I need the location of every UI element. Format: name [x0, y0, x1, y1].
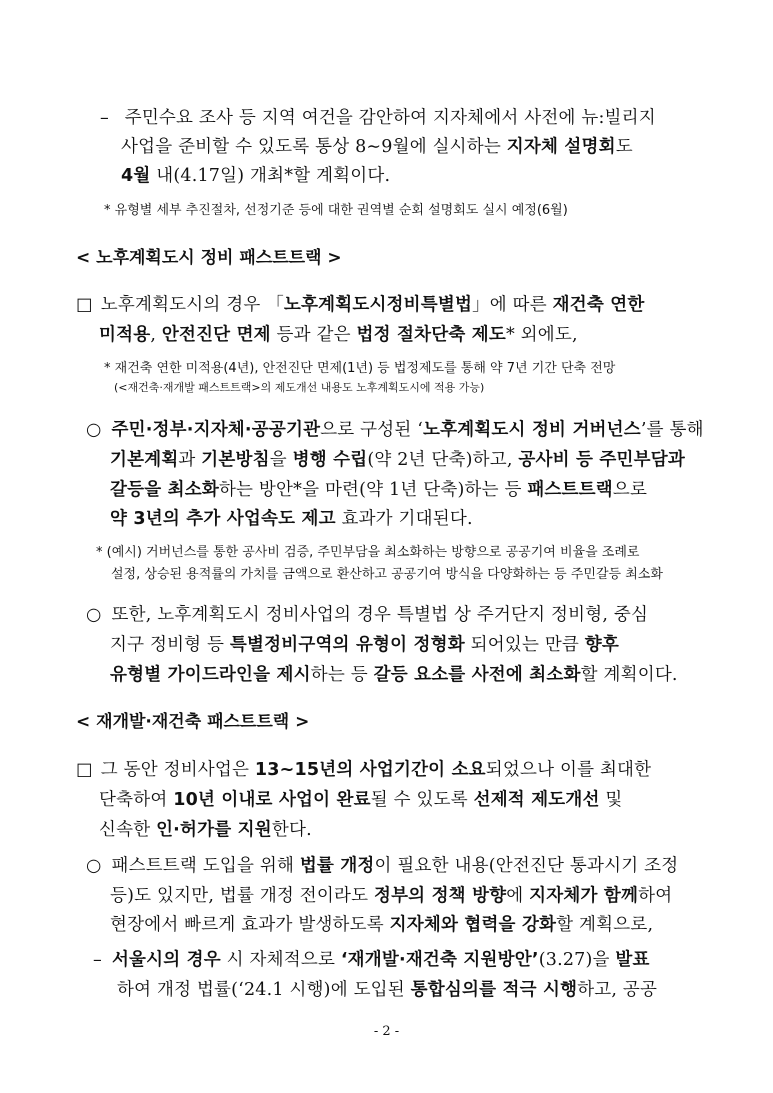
text-run: 에 — [506, 886, 530, 906]
emphasis: 주민·정부·지자체·공공기관 — [111, 420, 321, 440]
text-run: 패스트트랙 도입을 위해 — [111, 856, 300, 876]
text-run: 도 — [615, 137, 633, 157]
footnote-3: (<재건축·재개발 패스트트랙>의 제도개선 내용도 노후계획도시에 적용 가능) — [114, 381, 485, 394]
text-run: 지구 정비형 등 — [110, 635, 230, 655]
page-number: - 2 - — [373, 1024, 400, 1039]
text-run: 으로 — [612, 480, 648, 500]
text-run: 과 — [178, 450, 202, 470]
text-line — [99, 321, 578, 346]
square-marker: □ — [76, 295, 93, 315]
text-run: , — [150, 325, 162, 345]
text-run: 이 필요한 내용(안전진단 통과시기 조정 — [374, 856, 679, 876]
footnote-4: * (예시) 거버넌스를 통한 공사비 검증, 주민부담을 최소화하는 방향으로 공공기여 비율을 조례로 — [96, 545, 640, 560]
text-run: 할 계획으로, — [556, 915, 654, 935]
text-line — [110, 505, 473, 530]
emphasis: 노후계획도시 정비 거버넌스 — [423, 420, 641, 440]
text-run: 될 수 있도록 — [370, 790, 474, 810]
emphasis: 공사비 등 주민부담과 — [518, 450, 685, 470]
circle-bullet-2 — [86, 601, 648, 626]
emphasis: 10년 이내로 사업이 완료 — [173, 790, 371, 810]
section-heading: < 재개발·재건축 패스트트랙 > — [76, 712, 310, 732]
text-run: 효과가 기대된다. — [335, 509, 473, 529]
text-line-2 — [121, 133, 633, 158]
text-run: 되어있는 만큼 — [464, 635, 585, 655]
text-run: 으로 구성된 ‘ — [320, 420, 424, 440]
text-run: 하는 방안*을 마련(약 1년 단축)하는 등 — [218, 480, 528, 500]
text-run: 또한, 노후계획도시 정비사업의 경우 특별법 상 주거단지 정비형, 중심 — [111, 605, 649, 625]
emphasis: 갈등 요소를 사전에 최소화 — [373, 665, 581, 685]
circle-marker: ○ — [86, 605, 102, 625]
text-line — [110, 661, 678, 686]
text-run: 하여 개정 법률(‘24.1 시행)에 도입된 — [117, 980, 411, 1000]
text-run: 등)도 있지만, 법률 개정 전이라도 — [110, 886, 374, 906]
footnote-5: 설정, 상승된 용적률의 가치를 금액으로 환산하고 공공기여 방식을 다양화하는 등 주민갈등 최소화 — [111, 567, 663, 582]
text-line: 주민수요 조사 등 지역 여건을 감안하여 지자체에서 사전에 뉴:빌리지 — [124, 108, 656, 128]
emphasis: 약 3년의 추가 사업속도 제고 — [110, 509, 336, 529]
text-run: 을 — [269, 450, 293, 470]
bullet-dash-1 — [100, 104, 656, 129]
square-marker: □ — [76, 760, 93, 780]
dash-marker: – — [93, 950, 102, 970]
text-run: 신속한 — [99, 820, 157, 840]
text-run: ’를 통해 — [640, 420, 704, 440]
emphasis: 유형별 가이드라인을 제시 — [110, 665, 311, 685]
emphasis: 4월 — [121, 166, 151, 186]
emphasis: 패스트트랙 — [527, 480, 613, 500]
emphasis: 법정 절차단축 제도 — [356, 325, 506, 345]
text-run: 되었으나 이를 최대한 — [485, 760, 652, 780]
text-line — [99, 816, 312, 841]
emphasis: 기본계획 — [110, 450, 179, 470]
text-run: 하여 — [638, 886, 673, 906]
emphasis: 기본방침 — [201, 450, 270, 470]
emphasis: 병행 수립 — [292, 450, 368, 470]
emphasis: 지자체와 협력을 강화 — [389, 915, 557, 935]
text-line — [110, 882, 672, 907]
text-run: 하고, 공공 — [577, 980, 658, 1000]
circle-bullet-3 — [86, 852, 678, 877]
text-run: (약 2년 단축)하고, — [367, 450, 519, 470]
text-line — [110, 911, 653, 936]
square-bullet-1 — [76, 291, 644, 316]
emphasis: 재건축 연한 — [552, 295, 645, 315]
emphasis: 13~15년의 사업기간이 소요 — [254, 760, 486, 780]
emphasis: 지자체가 함께 — [529, 886, 639, 906]
footnote-1: * 유형별 세부 추진절차, 선정기준 등에 대한 권역별 순회 설명회도 실시 예정(6월) — [104, 203, 568, 218]
text-run: 하는 등 — [310, 665, 374, 685]
emphasis: 미적용 — [99, 325, 151, 345]
emphasis: 안전진단 면제 — [161, 325, 271, 345]
text-run: 사업을 준비할 수 있도록 통상 8∼9월에 실시하는 — [121, 137, 507, 157]
text-run: 할 계획이다. — [580, 665, 678, 685]
text-run: 」에 따른 — [472, 295, 553, 315]
text-run: * 외에도, — [505, 325, 578, 345]
square-bullet-2 — [76, 756, 651, 781]
text-line-3 — [121, 162, 390, 187]
dash-marker: – — [100, 108, 109, 128]
text-run: 시 자체적으로 — [220, 950, 341, 970]
text-run: 노후계획도시의 경우 「 — [100, 295, 284, 315]
circle-marker: ○ — [86, 420, 102, 440]
emphasis: 통합심의를 적극 시행 — [410, 980, 578, 1000]
emphasis: 선제적 제도개선 — [473, 790, 600, 810]
circle-bullet-1 — [86, 416, 704, 441]
text-run: 단축하여 — [99, 790, 174, 810]
emphasis: ‘재개발·재건축 지원방안’ — [340, 950, 539, 970]
bullet-dash-2 — [93, 946, 650, 971]
circle-marker: ○ — [86, 856, 102, 876]
text-run: 등과 같은 — [270, 325, 357, 345]
emphasis: 갈등을 최소화 — [110, 480, 219, 500]
emphasis: 인·허가를 지원 — [156, 820, 272, 840]
text-run: 한다. — [271, 820, 312, 840]
text-line — [110, 446, 685, 471]
section-heading: < 노후계획도시 정비 패스트트랙 > — [76, 248, 342, 268]
emphasis: 법률 개정 — [299, 856, 375, 876]
emphasis: 서울시의 경우 — [111, 950, 221, 970]
text-run: (3.27)을 — [538, 950, 616, 970]
text-line — [110, 476, 647, 501]
text-run: 현장에서 빠르게 효과가 발생하도록 — [110, 915, 390, 935]
text-run: 및 — [599, 790, 623, 810]
footnote-2: * 재건축 연한 미적용(4년), 안전진단 면제(1년) 등 법정제도를 통해 약 7년 기간 단축 전망 — [104, 361, 616, 376]
text-line — [99, 786, 623, 811]
text-line — [110, 631, 619, 656]
emphasis: 지자체 설명회 — [506, 137, 616, 157]
emphasis: 발표 — [615, 950, 650, 970]
emphasis: 노후계획도시정비특별법 — [283, 295, 473, 315]
text-run: 내(4.17일) 개최*할 계획이다. — [150, 166, 391, 186]
emphasis: 향후 — [584, 635, 620, 655]
emphasis: 정부의 정책 방향 — [373, 886, 507, 906]
emphasis: 특별정비구역의 유형이 정형화 — [229, 635, 465, 655]
text-run: 그 동안 정비사업은 — [100, 760, 255, 780]
text-line — [117, 976, 657, 1001]
